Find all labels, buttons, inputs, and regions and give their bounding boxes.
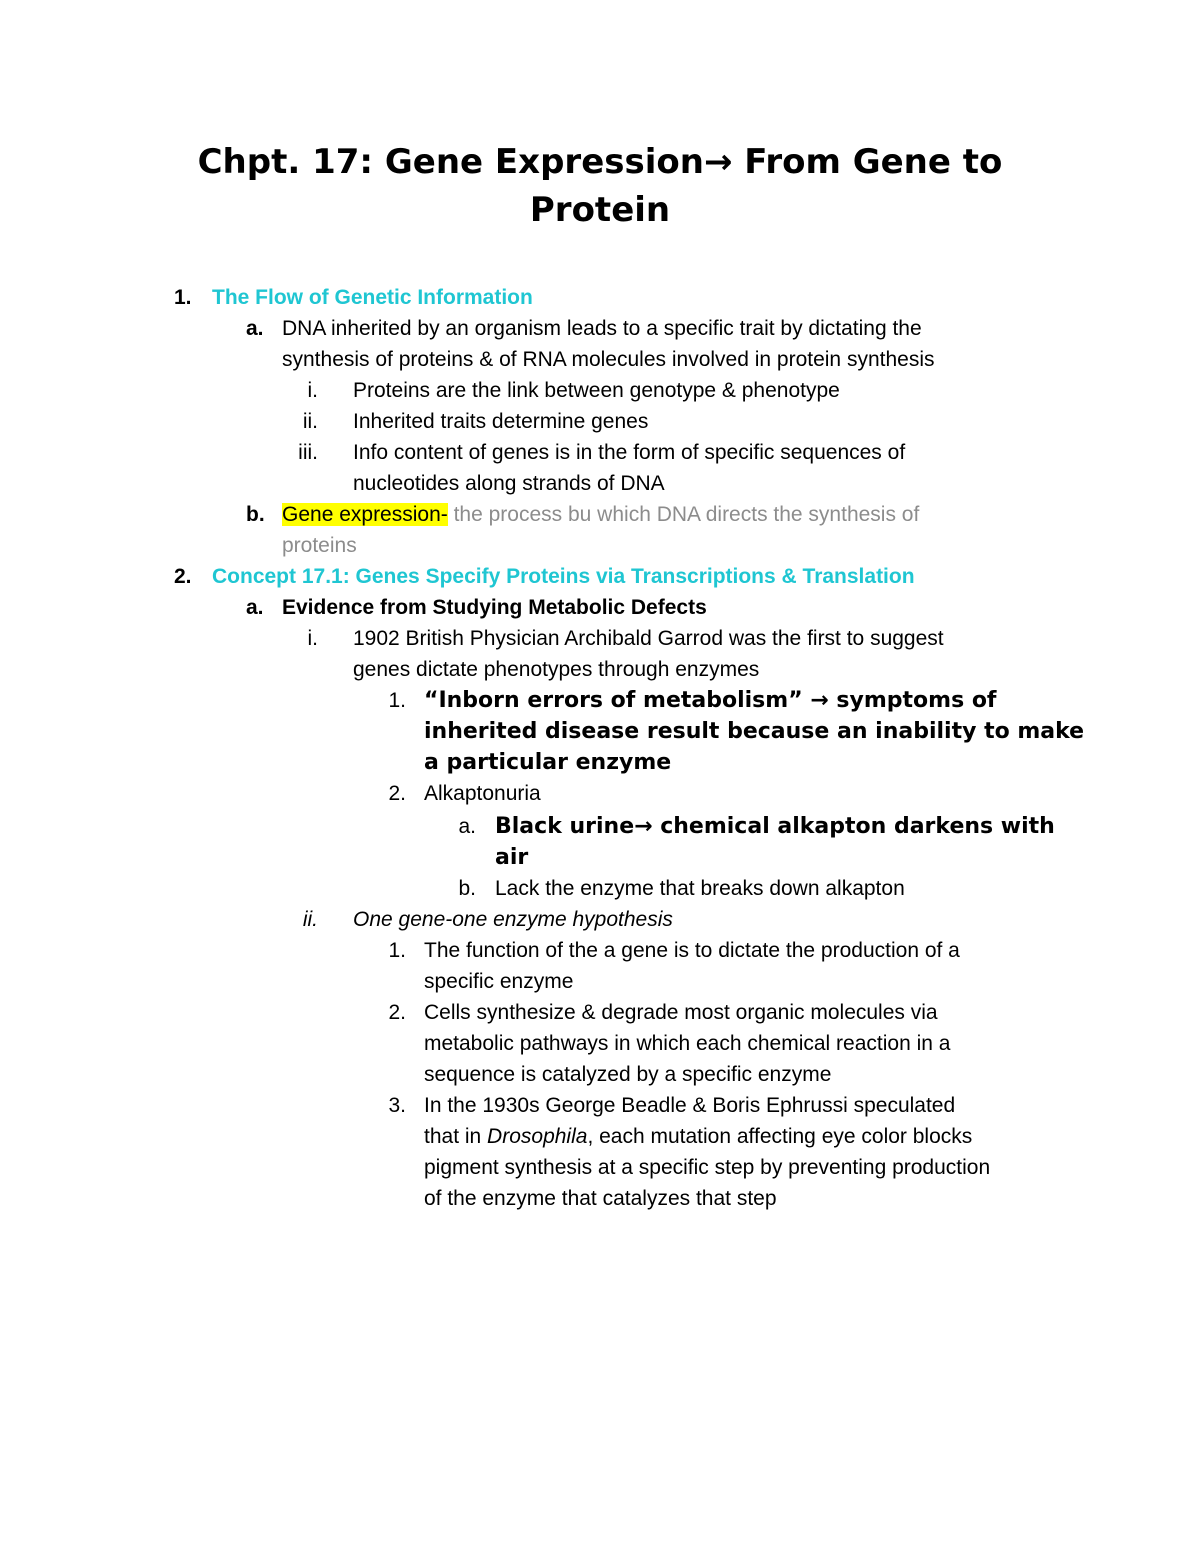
item-1a-i-text: Proteins are the link between genotype & phenotype [353, 379, 840, 402]
item-1a-line-1: DNA inherited by an organism leads to a specific trait by dictating the [282, 317, 922, 340]
item-2a-i-line-1: 1902 British Physician Archibald Garrod was the first to suggest [353, 627, 944, 650]
item-1a-marker: a. [246, 317, 264, 340]
drosophila-italic: Drosophila [487, 1125, 588, 1148]
page-title [150, 138, 1050, 234]
one-gene-one-enzyme-label: One gene-one enzyme hypothesis [353, 908, 673, 931]
inborn-errors-line-3: a particular enzyme [424, 750, 672, 775]
item-2a-ii-3-line-1: In the 1930s George Beadle & Boris Ephrussi speculated [424, 1094, 956, 1117]
alkaptonuria-b-marker: b. [458, 877, 476, 900]
title-line-1: Chpt. 17: Gene Expression→ From Gene to [197, 142, 1003, 182]
title-line-2: Protein [529, 190, 671, 230]
black-urine-line-1: Black urine→ chemical alkapton darkens with [495, 814, 1055, 839]
item-2a-ii-2-line-3: sequence is catalyzed by a specific enzyme [424, 1063, 832, 1086]
inborn-errors-line-1: “Inborn errors of metabolism” → symptoms of [424, 688, 997, 713]
item-1a-iii-line-1: Info content of genes is in the form of specific sequences of [353, 441, 906, 464]
item-1a-i-marker: i. [307, 379, 318, 402]
item-2a-ii-2-marker: 2. [388, 1001, 406, 1024]
alkaptonuria-a-marker: a. [458, 815, 476, 838]
item-1b-marker: b. [246, 503, 265, 526]
section-1-heading: The Flow of Genetic Information [212, 286, 533, 309]
item-1b-line-1 [282, 499, 919, 530]
item-1a-line-2: synthesis of proteins & of RNA molecules involved in protein synthesis [282, 348, 935, 371]
drosophila-post: , each mutation affecting eye color blocks [587, 1125, 973, 1148]
item-2a-ii-2-line-2: metabolic pathways in which each chemical reaction in a [424, 1032, 951, 1055]
item-2a-heading: Evidence from Studying Metabolic Defects [282, 596, 707, 619]
item-1a-ii-marker: ii. [302, 410, 318, 433]
item-2a-ii-1-line-1: The function of the a gene is to dictate the production of a [424, 939, 960, 962]
lack-enzyme-text: Lack the enzyme that breaks down alkapton [495, 877, 905, 900]
alkaptonuria-label: Alkaptonuria [424, 782, 541, 805]
section-1-marker: 1. [174, 286, 192, 309]
item-1a-ii-text: Inherited traits determine genes [353, 410, 649, 433]
item-2a-i-marker: i. [307, 627, 318, 650]
item-1b-line-2: proteins [282, 534, 357, 557]
gene-expression-definition: the process bu which DNA directs the synthesis of [447, 503, 920, 526]
item-2a-i-2-marker: 2. [388, 782, 406, 805]
item-2a-ii-3-line-4: of the enzyme that catalyzes that step [424, 1187, 777, 1210]
item-2a-ii-marker: ii. [302, 908, 318, 931]
item-2a-ii-2-line-1: Cells synthesize & degrade most organic molecules via [424, 1001, 938, 1024]
item-2a-ii-3-line-3: pigment synthesis at a specific step by preventing production [424, 1156, 991, 1179]
black-urine-line-2: air [495, 845, 529, 870]
section-2-heading: Concept 17.1: Genes Specify Proteins via Transcriptions & Translation [212, 565, 915, 588]
inborn-errors-line-2: inherited disease result because an inability to make [424, 719, 1085, 744]
item-2a-ii-1-marker: 1. [388, 939, 406, 962]
item-1a-iii-marker: iii. [298, 441, 318, 464]
section-2-marker: 2. [174, 565, 192, 588]
item-2a-ii-3-marker: 3. [388, 1094, 406, 1117]
gene-expression-term: Gene expression [282, 503, 441, 526]
item-2a-i-line-2: genes dictate phenotypes through enzymes [353, 658, 760, 681]
gene-expression-dash: - [440, 503, 448, 526]
item-2a-ii-3-line-2 [424, 1121, 972, 1152]
item-1a-iii-line-2: nucleotides along strands of DNA [353, 472, 665, 495]
item-2a-marker: a. [246, 596, 264, 619]
drosophila-pre: that in [424, 1125, 488, 1148]
item-2a-ii-1-line-2: specific enzyme [424, 970, 574, 993]
item-2a-i-1-marker: 1. [388, 689, 406, 712]
